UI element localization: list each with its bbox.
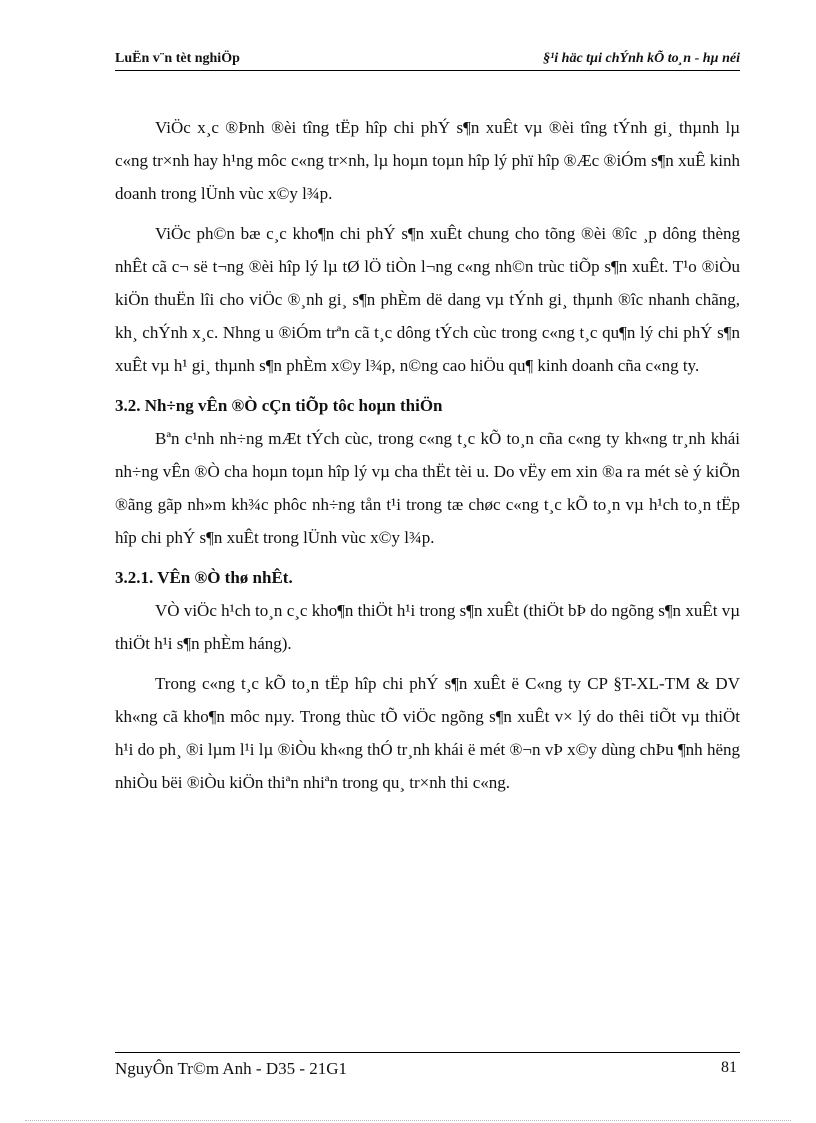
paragraph-5: Trong c«ng t¸c kÕ to¸n tËp hîp chi phÝ s¶n xuÊt ë C«ng ty CP §T-XL-TM & DV kh«ng cã kho¶n môc nµy. Trong thùc tÕ viÖc ngõng s¶n xuÊt v× lý do thêi tiÕt vµ thiÖt h¹i do ph¸ ®i lµm l¹i lµ ®iÒu kh«ng thÓ tr¸nh khái ë mét ®¬n vÞ x©y dùng chÞu ¶nh hëng nhiÒu bëi ®iÒu kiÖn thiªn nhiªn trong qu¸ tr×nh thi c«ng. bbox=[115, 674, 740, 792]
footer-author: NguyÔn Tr©m Anh - D35 - 21G1 bbox=[115, 1059, 348, 1078]
page-bottom-divider bbox=[25, 1120, 791, 1121]
header-thesis-title: LuËn v¨n tèt nghiÖp bbox=[115, 51, 240, 66]
paragraph-3: Bªn c¹nh nh÷ng mÆt tÝch cùc, trong c«ng t¸c kÕ to¸n cña c«ng ty kh«ng tr¸nh khái nh÷ng vÊn ®Ò cha hoµn toµn hîp lý vµ cha thËt tèi u. Do vËy em xin ®a ra mét sè ý kiÕn ®ãng gãp nh»m kh¾c phôc nh÷ng tån t¹i trong tæ chøc c«ng t¸c kÕ to¸n vµ h¹ch to¸n tËp hîp chi phÝ s¶n xuÊt trong lÜnh vùc x©y l¾p. bbox=[115, 429, 740, 547]
page-footer bbox=[115, 1052, 740, 1078]
paragraph-1: ViÖc x¸c ®Þnh ®èi tîng tËp hîp chi phÝ s¶n xuÊt vµ ®èi tîng tÝnh gi¸ thµnh lµ c«ng tr×nh hay h¹ng môc c«ng tr×nh, lµ hoµn toµn hîp lý phï hîp ®Æc ®iÓm s¶n xuÊ kinh doanh trong lÜnh vùc x©y l¾p. bbox=[115, 118, 740, 203]
paragraph-4: VÒ viÖc h¹ch to¸n c¸c kho¶n thiÖt h¹i trong s¶n xuÊt (thiÖt bÞ do ngõng s¶n xuÊt vµ thiÖt h¹i s¶n phÈm háng). bbox=[115, 601, 740, 653]
paragraph-2: ViÖc ph©n bæ c¸c kho¶n chi phÝ s¶n xuÊt chung cho tõng ®èi ®îc ¸p dông thèng nhÊt cã c¬ së t¬ng ®èi hîp lý lµ tØ lÖ tiÒn l¬ng c«ng nh©n trùc tiÕp s¶n xuÊt. T¹o ®iÒu kiÖn thuËn lîi cho viÖc ®¸nh gi¸ s¶n phÈm dë dang vµ tÝnh gi¸ thµnh ®îc nhanh chãng, kh¸ chÝnh x¸c. Nhng u ®iÓm trªn cã t¸c dông tÝch cùc trong c«ng t¸c qu¶n lý chi phÝ s¶n xuÊt vµ h¹ gi¸ thµnh s¶n phÈm x©y l¾p, n©ng cao hiÖu qu¶ kinh doanh cña c«ng ty. bbox=[115, 224, 740, 375]
page-number: 81 bbox=[721, 1059, 737, 1076]
document-body bbox=[115, 111, 740, 806]
section-heading-3-2-1: 3.2.1. VÊn ®Ò thø nhÊt. bbox=[115, 568, 293, 587]
section-heading-3-2: 3.2. Nh÷ng vÊn ®Ò cÇn tiÕp tôc hoµn thiÖn bbox=[115, 396, 443, 415]
header-university: §¹i häc tµi chÝnh kÕ to¸n - hµ néi bbox=[543, 51, 740, 66]
page-header bbox=[115, 50, 740, 71]
